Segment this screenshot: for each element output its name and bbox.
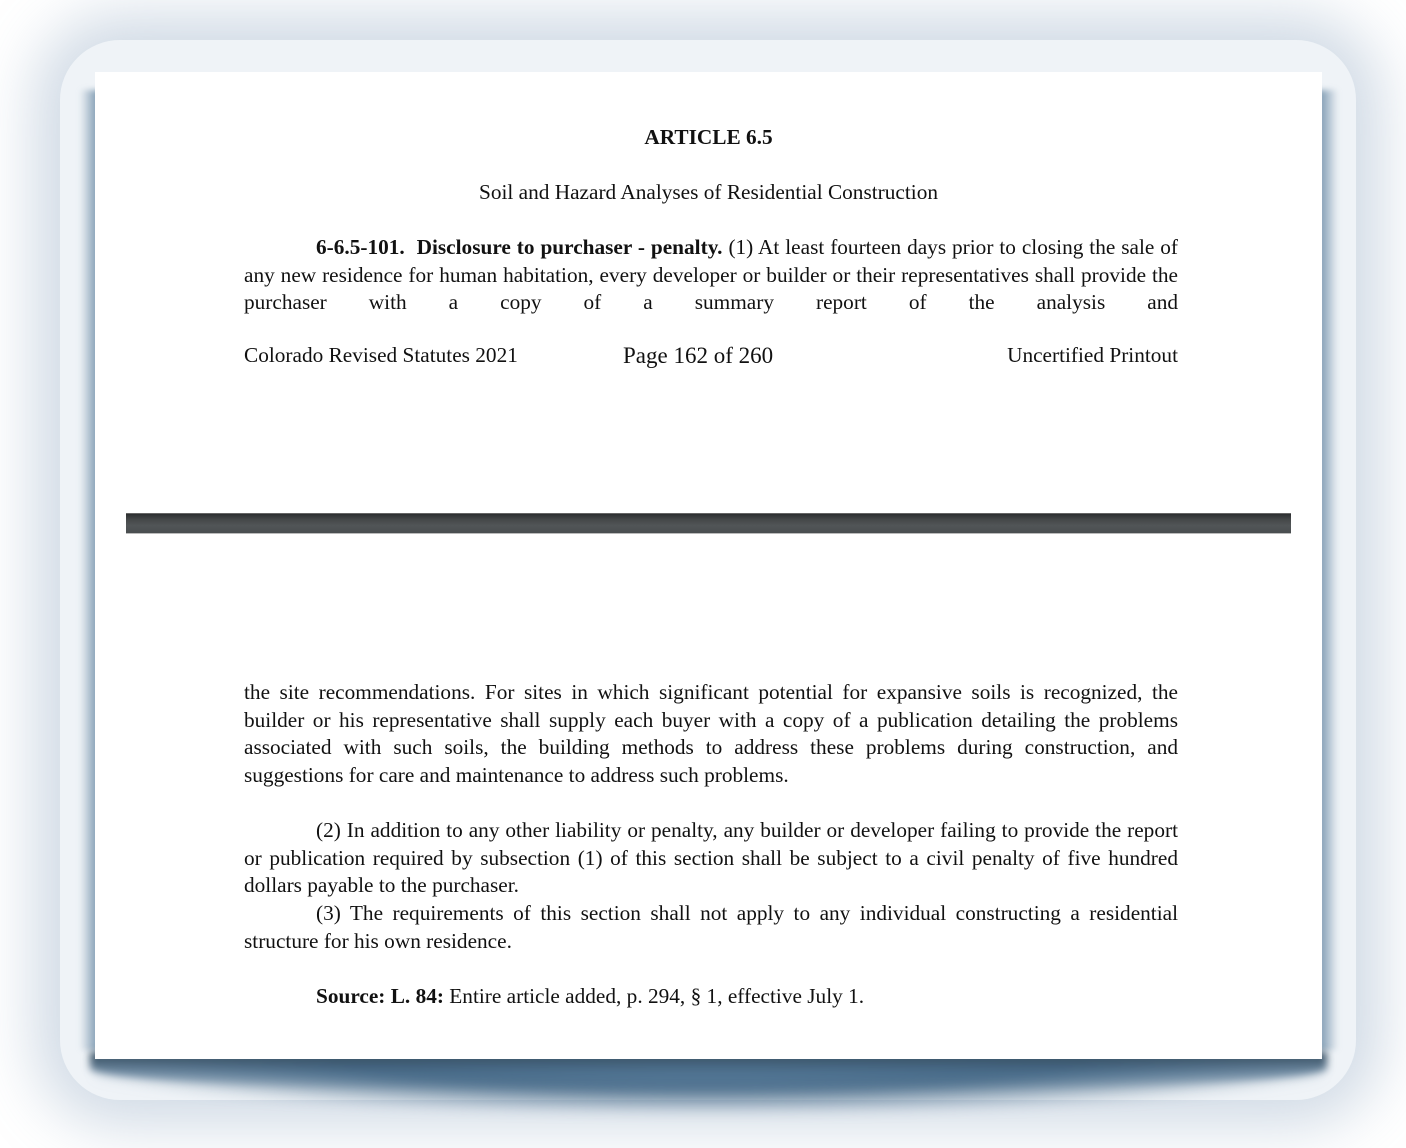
subsection-2: (2) In addition to any other liability or penalty, any builder or developer failing to provide the report or publication required by subsection (1) of this section shall be subject to a civil penalty of five hundred dollars payable to the purchaser. <box>244 818 1178 898</box>
section-heading: Disclosure to purchaser - penalty. <box>416 235 723 259</box>
page-footer <box>244 343 1178 371</box>
source-note <box>316 983 864 1011</box>
footer-certification: Uncertified Printout <box>1007 343 1178 367</box>
source-label: Source: L. 84: <box>316 984 444 1008</box>
source-text: Entire article added, p. 294, § 1, effective July 1. <box>443 984 865 1008</box>
article-subtitle: Soil and Hazard Analyses of Residential Construction <box>479 180 938 204</box>
page-break-separator <box>126 513 1291 534</box>
article-title: ARTICLE 6.5 <box>644 125 773 149</box>
footer-publication: Colorado Revised Statutes 2021 <box>244 343 518 367</box>
footer-page-number: Page 162 of 260 <box>623 343 774 368</box>
section-paragraph-1 <box>244 234 1178 317</box>
subsection-1-continued: the site recommendations. For sites in which significant potential for expansive soils is recognized, the builder or his representative shall supply each buyer with a copy of a publication detailing the problems associated with such soils, the building methods to address these problems during construction, and suggestions for care and maintenance to address such problems. <box>244 680 1178 787</box>
section-number: 6-6.5-101. <box>316 235 405 259</box>
subsection-1-intro: (1) At least fourteen days prior to closing the sale of any new residence for human habitation, every developer or builder or their representatives shall provide the purchaser with a copy of a summary report of the analysis and <box>244 235 1179 315</box>
subsection-3: (3) The requirements of this section shall not apply to any individual constructing a residential structure for his own residence. <box>244 901 1178 953</box>
document-page <box>95 72 1322 1059</box>
